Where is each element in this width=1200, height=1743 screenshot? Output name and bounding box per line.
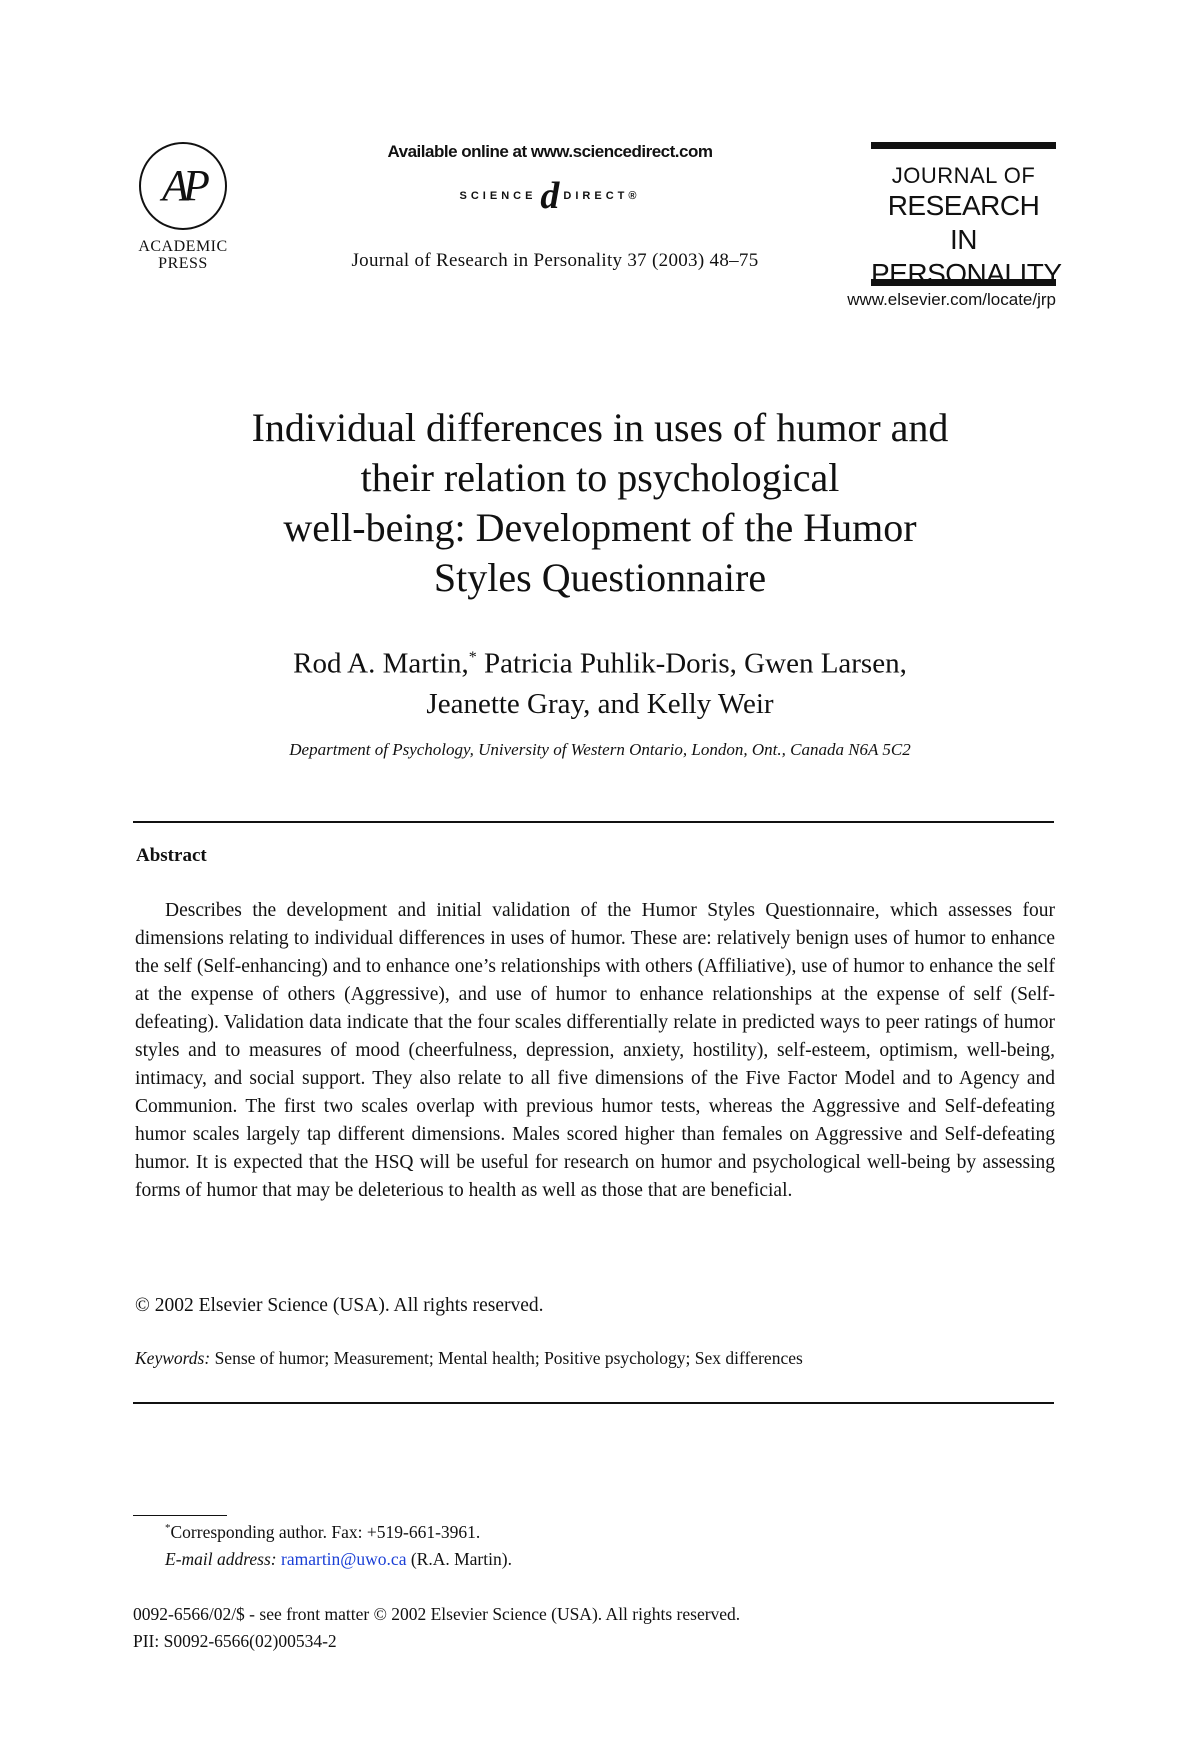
bottom-divider <box>133 1402 1054 1404</box>
journal-logo-line1: JOURNAL OF <box>891 163 1036 188</box>
footnote-mark: * <box>165 1522 171 1535</box>
title-line: Styles Questionnaire <box>433 555 767 600</box>
footnote-rule <box>133 1515 227 1516</box>
author-rest: Patricia Puhlik-Doris, Gwen Larsen, <box>476 647 907 680</box>
top-divider <box>133 821 1054 823</box>
publisher-logo <box>128 142 238 272</box>
sd-at-icon: d <box>540 175 560 217</box>
corresponding-mark[interactable]: * <box>468 649 477 666</box>
logo-letters: AP <box>162 161 204 210</box>
journal-citation: Journal of Research in Personality 37 (2003) 48–75 <box>351 250 759 271</box>
email-label: E-mail address: <box>165 1549 277 1569</box>
sciencedirect-logo <box>400 174 700 218</box>
journal-logo-line2: RESEARCH IN <box>887 190 1040 255</box>
title-line: Individual differences in uses of humor and <box>251 405 949 450</box>
abstract-copyright: © 2002 Elsevier Science (USA). All rights reserved. <box>135 1295 544 1316</box>
issn-line: 0092-6566/02/$ - see front matter © 2002 Elsevier Science (USA). All rights reserved. <box>133 1604 741 1624</box>
corresponding-footnote <box>165 1522 480 1543</box>
title-line: well-being: Development of the Humor <box>283 505 917 550</box>
author-first: Rod A. Martin, <box>293 647 469 680</box>
abstract-body: Describes the development and initial validation of the Humor Styles Questionnaire, which assesses four dimensions relating to individual differences in uses of humor. These are: relatively benign uses of humor to enhance the self (Self-enhancing) and to enhance one’s relationships with others (Affiliative), use of humor to enhance the self at the expense of others (Aggressive), and use of humor to enhance relationships at the expense of self (Self-defeating). Validation data indicate that the four scales differentially relate in predicted ways to peer ratings of humor styles and to measures of mood (cheerfulness, depression, anxiety, hostility), self-esteem, optimism, well-being, intimacy, and social support. They also relate to all five dimensions of the Five Factor Model and to Agency and Communion. The first two scales overlap with previous humor tests, whereas the Aggressive and Self-defeating humor scales largely tap different dimensions. Males scored higher than females on Aggressive and Self-defeating humor. It is expected that the HSQ will be useful for research on humor and psychological well-being by assessing forms of humor that may be deleterious to health as well as those that are beneficial. <box>135 900 1055 1201</box>
article-title <box>140 403 1060 603</box>
keywords-list: Sense of humor; Measurement; Mental health; Positive psychology; Sex differences <box>210 1348 803 1368</box>
available-online-text: Available online at www.sciencedirect.com <box>387 142 713 161</box>
abstract-heading: Abstract <box>136 845 207 866</box>
publisher-name-line2: PRESS <box>158 255 208 272</box>
title-line: their relation to psychological <box>360 455 840 500</box>
sd-left: SCIENCE <box>459 189 537 202</box>
journal-logo-line3: PERSONALITY <box>871 258 1062 289</box>
journal-url[interactable]: www.elsevier.com/locate/jrp <box>847 290 1056 309</box>
pii-line: PII: S0092-6566(02)00534-2 <box>133 1631 337 1651</box>
ap-emblem-icon <box>139 142 227 230</box>
keywords <box>135 1348 1055 1369</box>
publisher-name-line1: ACADEMIC <box>138 238 228 255</box>
keywords-label: Keywords: <box>135 1348 211 1368</box>
email-link[interactable]: ramartin@uwo.ca <box>281 1549 407 1569</box>
corresponding-text: Corresponding author. Fax: +519-661-3961. <box>170 1522 481 1542</box>
sd-right: DIRECT® <box>563 189 641 202</box>
email-suffix: (R.A. Martin). <box>406 1549 512 1569</box>
journal-logo <box>871 142 1062 289</box>
author-line2: Jeanette Gray, and Kelly Weir <box>426 687 774 720</box>
email-footnote <box>165 1549 512 1570</box>
author-list <box>140 638 1060 724</box>
affiliation: Department of Psychology, University of Western Ontario, London, Ont., Canada N6A 5C2 <box>289 740 911 759</box>
